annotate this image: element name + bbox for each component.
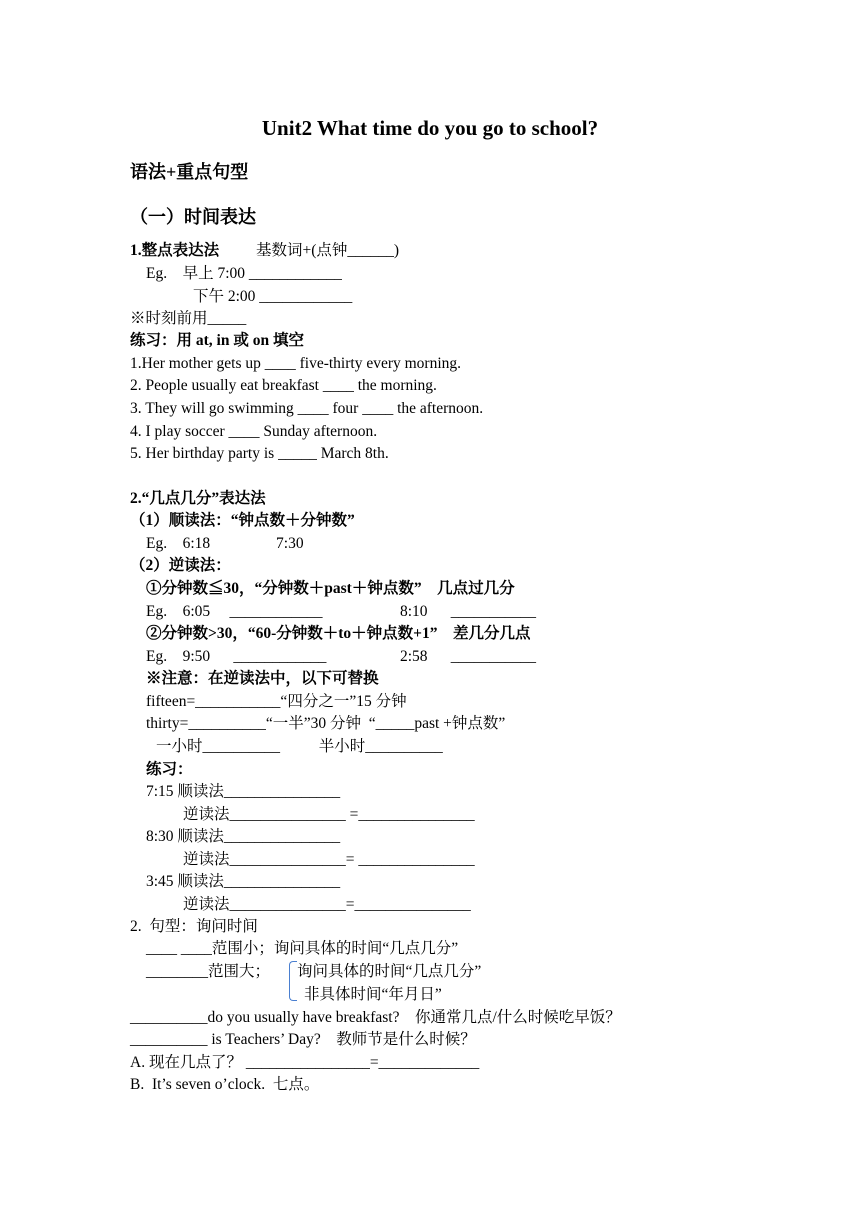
brace-bracket — [289, 961, 297, 1001]
example-line: 8:10 ___________ — [400, 603, 537, 620]
note-line: ※时刻前用_____ — [130, 310, 247, 327]
dialogue-line-a: A. 现在几点了？ ________________=_____________ — [130, 1054, 480, 1071]
example-line: Eg. 6:05 ____________ — [146, 603, 323, 620]
exercise-item: 3:45 顺读法_______________ — [146, 873, 341, 890]
rule-past: ①分钟数≦30，“分钟数＋past＋钟点数” 几点过几分 — [146, 580, 515, 597]
note-line: ※注意：在逆读法中，以下可替换 — [146, 670, 379, 687]
exercise-item: 逆读法_______________ =_______________ — [183, 806, 475, 823]
example-line: 2:58 ___________ — [400, 648, 537, 665]
example-line: 下午 2:00 ____________ — [193, 288, 353, 305]
section-heading: 语法+重点句型 — [130, 162, 249, 182]
dialogue-line-b: B. It’s seven o’clock. 七点。 — [130, 1076, 320, 1093]
exercise-item: 8:30 顺读法_______________ — [146, 828, 341, 845]
example-line: Eg. 6:18 7:30 — [146, 535, 304, 552]
document-title: Unit2 What time do you go to school? — [261, 116, 599, 140]
exercise-heading: 练习： — [146, 761, 193, 778]
sentence-pattern-line: 非具体时间“年月日” — [304, 986, 442, 1003]
exercise-heading: 练习：用 at, in 或 on 填空 — [130, 332, 304, 349]
sub-heading: （一）时间表达 — [130, 207, 256, 227]
question-line: __________do you usually have breakfast? 你通常几点/什么时候吃早饭？ — [130, 1009, 621, 1026]
replacement-line: thirty=__________“一半”30 分钟 “_____past +钟点数” — [146, 715, 506, 732]
sentence-pattern-heading: 2. 句型：询问时间 — [130, 918, 258, 935]
replacement-line: 一小时__________ 半小时__________ — [156, 738, 443, 755]
sentence-pattern-line: 询问具体的时间“几点几分” — [297, 963, 482, 980]
exercise-item: 7:15 顺读法_______________ — [146, 783, 341, 800]
sentence-pattern-line: ____ ____范围小；询问具体的时间“几点几分” — [146, 940, 459, 957]
rule-to: ②分钟数>30，“60-分钟数＋to＋钟点数+1” 差几分几点 — [146, 625, 531, 642]
exercise-item: 4. I play soccer ____ Sunday afternoon. — [130, 423, 378, 440]
example-line: Eg. 早上 7:00 ____________ — [146, 265, 342, 282]
exercise-item: 5. Her birthday party is _____ March 8th. — [130, 445, 389, 462]
whole-hour-rule-text: 基数词+(点钟______) — [256, 242, 400, 259]
sentence-pattern-line: ________范围大； — [146, 963, 271, 980]
exercise-item: 2. People usually eat breakfast ____ the morning. — [130, 377, 437, 394]
whole-hour-rule-label: 1.整点表达法 — [130, 242, 220, 259]
exercise-item: 逆读法_______________=_______________ — [183, 896, 471, 913]
exercise-item: 逆读法_______________= _______________ — [183, 851, 475, 868]
example-line: Eg. 9:50 ____________ — [146, 648, 327, 665]
replacement-line: fifteen=___________“四分之一”15 分钟 — [146, 693, 407, 710]
reverse-reading-label: （2）逆读法： — [130, 557, 231, 574]
question-line: __________ is Teachers’ Day? 教师节是什么时候？ — [130, 1031, 476, 1048]
exercise-item: 3. They will go swimming ____ four ____ the afternoon. — [130, 400, 484, 417]
forward-reading-rule: （1）顺读法：“钟点数＋分钟数” — [130, 512, 355, 529]
exercise-item: 1.Her mother gets up ____ five-thirty every morning. — [130, 355, 462, 372]
section-heading-2: 2.“几点几分”表达法 — [130, 490, 266, 507]
